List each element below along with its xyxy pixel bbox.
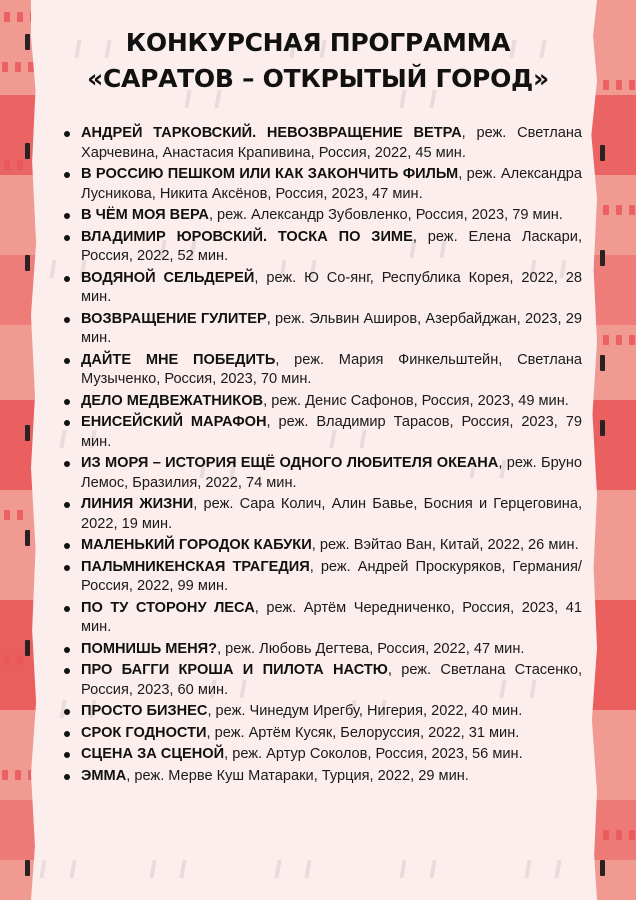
film-list-item [60, 351, 582, 390]
watermark-logo-icon [274, 860, 311, 878]
film-holes [603, 205, 635, 215]
film-list-item [60, 599, 582, 638]
film-details: , реж. Светлана Харчевина, Анастасия Крапивина, Россия, 2022, 45 мин. [81, 125, 582, 161]
film-details: , реж. Ю Со-янг, Республика Корея, 2022, 28 мин. [81, 269, 582, 305]
film-title: ЛИНИЯ ЖИЗНИ [81, 496, 194, 512]
film-details: , реж. Артём Кусяк, Белоруссия, 2022, 31 мин. [206, 724, 520, 741]
film-title: СЦЕНА ЗА СЦЕНОЙ [81, 746, 225, 762]
film-list-item [60, 124, 582, 163]
film-holes [2, 770, 34, 780]
film-title: ДАЙТЕ МНЕ ПОБЕДИТЬ [81, 351, 276, 368]
title-line-2: «САРАТОВ – ОТКРЫТЫЙ ГОРОД» [87, 64, 549, 93]
clip-icon [600, 250, 605, 266]
title-line-1: КОНКУРСНАЯ ПРОГРАММА [125, 28, 511, 57]
clip-icon [25, 640, 30, 656]
film-details: , реж. Денис Сафонов, Россия, 2023, 49 мин. [263, 392, 569, 409]
film-list-item [60, 724, 582, 744]
film-title: ВОДЯНОЙ СЕЛЬДЕРЕЙ [81, 269, 255, 286]
watermark-logo-icon [149, 860, 186, 878]
film-details: , реж. Владимир Тарасов, Россия, 2023, 79 мин. [81, 414, 582, 450]
film-title: ИЗ МОРЯ – ИСТОРИЯ ЕЩЁ ОДНОГО ЛЮБИТЕЛЯ ОКЕАНА [81, 455, 499, 471]
film-title: ВЛАДИМИР ЮРОВСКИЙ. ТОСКА ПО ЗИМЕ [81, 228, 413, 245]
film-details: , реж. Сара Колич, Алин Бавье, Босния и Герцеговина, 2022, 19 мин. [81, 496, 582, 532]
film-list-item [60, 745, 582, 765]
film-details: , реж. Мерве Куш Матараки, Турция, 2022, 29 мин. [126, 767, 469, 784]
clip-icon [600, 420, 605, 436]
film-details: , реж. Чинедум Ирегбу, Нигерия, 2022, 40 мин. [207, 703, 523, 719]
film-title: ПРОСТО БИЗНЕС [81, 703, 208, 719]
watermark-logo-icon [524, 860, 561, 878]
clip-icon [25, 860, 30, 876]
clip-icon [600, 355, 605, 371]
film-title: В ЧЁМ МОЯ ВЕРА [81, 207, 209, 223]
film-list-item [60, 269, 582, 308]
film-details: , реж. Бруно Лемос, Бразилия, 2022, 74 мин. [81, 455, 583, 491]
film-title: АНДРЕЙ ТАРКОВСКИЙ. НЕВОЗВРАЩЕНИЕ ВЕТРА [81, 125, 462, 141]
film-holes [4, 510, 23, 520]
clip-icon [25, 425, 30, 441]
film-details: , реж. Андрей Проскуряков, Германия/Россия, 2022, 99 мин. [81, 558, 582, 594]
film-list-item [60, 206, 582, 226]
clip-icon [600, 145, 605, 161]
film-list-item [60, 661, 582, 700]
film-list-item [60, 536, 582, 556]
clip-icon [600, 860, 605, 876]
film-title: ПРО БАГГИ КРОША И ПИЛОТА НАСТЮ [81, 662, 388, 678]
film-details: , реж. Александр Зубовленко, Россия, 2023, 79 мин. [208, 207, 563, 223]
film-title: ЕНИСЕЙСКИЙ МАРАФОН [81, 414, 267, 430]
film-details: , реж. Александра Лусникова, Никита Аксёнов, Россия, 2023, 47 мин. [81, 166, 582, 202]
film-title: ВОЗВРАЩЕНИЕ ГУЛИТЕР [81, 310, 267, 327]
film-list-item [60, 640, 582, 660]
film-holes [4, 160, 23, 170]
film-details: , реж. Вэйтао Ван, Китай, 2022, 26 мин. [311, 537, 579, 553]
film-title: ПОМНИШЬ МЕНЯ? [81, 640, 218, 657]
film-list-item [60, 702, 582, 722]
clip-icon [25, 530, 30, 546]
film-list-item [60, 228, 582, 267]
clip-icon [25, 143, 30, 159]
film-title: ДЕЛО МЕДВЕЖАТНИКОВ [81, 392, 264, 409]
film-title: МАЛЕНЬКИЙ ГОРОДОК КАБУКИ [81, 537, 312, 553]
clip-icon [25, 255, 30, 271]
film-details: , реж. Эльвин Аширов, Азербайджан, 2023, 29 мин. [81, 310, 582, 346]
film-list-item [60, 413, 582, 452]
watermark-logo-icon [39, 860, 76, 878]
film-list-item [60, 558, 582, 597]
film-list-item [60, 454, 582, 493]
film-details: , реж. Светлана Стасенко, Россия, 2023, 60 мин. [81, 662, 583, 698]
film-details: , реж. Любовь Дегтева, Россия, 2022, 47 мин. [217, 640, 525, 657]
film-holes [603, 830, 635, 840]
film-details: , реж. Елена Ласкари, Россия, 2022, 52 мин. [81, 228, 582, 264]
film-details: , реж. Мария Финкельштейн, Светлана Музыченко, Россия, 2023, 70 мин. [81, 351, 582, 387]
film-list [60, 124, 582, 788]
film-title: ПАЛЬМНИКЕНСКАЯ ТРАГЕДИЯ [81, 558, 310, 575]
film-list-item [60, 495, 582, 534]
watermark-logo-icon [399, 860, 436, 878]
film-title: ЭММА [81, 767, 127, 784]
film-list-item [60, 767, 582, 787]
film-list-item [60, 165, 582, 204]
film-holes [603, 335, 635, 345]
film-details: , реж. Артём Чередниченко, Россия, 2023, 41 мин. [81, 599, 582, 635]
film-title: В РОССИЮ ПЕШКОМ ИЛИ КАК ЗАКОНЧИТЬ ФИЛЬМ [81, 166, 459, 182]
film-list-item [60, 392, 582, 412]
film-details: , реж. Артур Соколов, Россия, 2023, 56 мин. [224, 746, 523, 762]
film-holes [4, 655, 23, 665]
film-title: ПО ТУ СТОРОНУ ЛЕСА [81, 599, 255, 616]
film-title: СРОК ГОДНОСТИ [81, 724, 207, 741]
film-list-item [60, 310, 582, 349]
page-title [0, 25, 636, 97]
